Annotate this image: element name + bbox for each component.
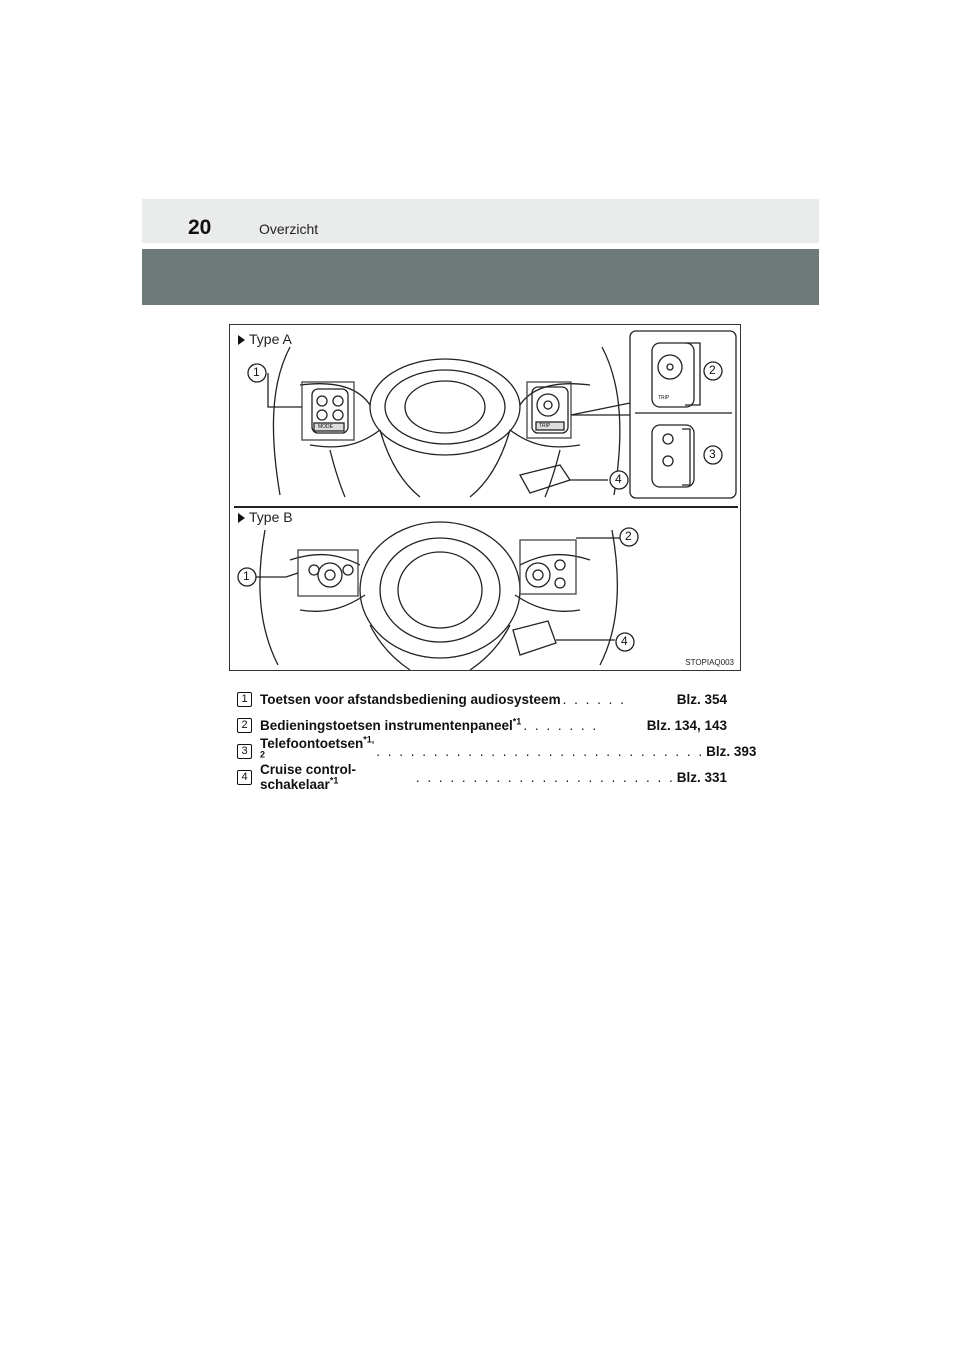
legend-number-badge: 4 xyxy=(237,770,252,785)
callout-4-type-a: 4 xyxy=(615,472,622,486)
steering-wheel-figure xyxy=(229,324,741,671)
type-b-arrow-icon xyxy=(238,513,245,523)
page-reference: Blz. 354 xyxy=(676,691,727,707)
legend-item xyxy=(237,734,757,764)
figure-code: STOPIAQ003 xyxy=(685,658,734,667)
legend-item xyxy=(237,712,727,738)
callout-3-type-a: 3 xyxy=(709,447,716,461)
legend-number-badge: 2 xyxy=(237,718,252,733)
leader-dots: . . . . . . . . . . . . . . . . . . . . . . . . . . . . . xyxy=(376,743,705,759)
type-a-wheel xyxy=(273,347,619,497)
page-reference: Blz. 134, 143 xyxy=(646,717,727,733)
legend-number-badge: 1 xyxy=(237,692,252,707)
leader-dots: . . . . . . . xyxy=(523,717,599,733)
legend-item xyxy=(237,764,727,790)
section-band xyxy=(142,249,819,305)
legend-text: Cruise control-schakelaar$^{*1}$ xyxy=(260,762,357,792)
steering-wheel-illustration xyxy=(230,325,742,672)
callout-1-type-a: 1 xyxy=(253,365,260,379)
type-b-label: Type B xyxy=(249,509,293,525)
page-reference: Blz. 393 xyxy=(706,743,757,759)
type-a-label: Type A xyxy=(249,331,292,347)
leader-dots: . . . . . . xyxy=(562,691,626,707)
callout-4-type-b: 4 xyxy=(621,634,628,648)
page-reference: Blz. 331 xyxy=(676,769,727,785)
legend-text: Bedieningstoetsen instrumentenpaneel$^{*1}$ xyxy=(260,716,522,733)
leader-dots: . . . . . . . . . . . . . . . . . . . . . . . xyxy=(415,769,675,785)
section-title: Overzicht xyxy=(259,221,319,237)
legend-list xyxy=(237,686,757,792)
callout-1-type-b: 1 xyxy=(243,569,250,583)
callout-2-type-b: 2 xyxy=(625,529,632,543)
trip-button-label: TRIP xyxy=(539,423,551,429)
mode-button-label: MODE xyxy=(318,424,333,430)
legend-number-badge: 3 xyxy=(237,744,252,759)
type-a-arrow-icon xyxy=(238,335,245,345)
page-number: 20 xyxy=(188,216,212,239)
callout-2-type-a: 2 xyxy=(709,363,716,377)
trip-button-label-inset: TRIP xyxy=(658,395,670,401)
legend-text: Telefoontoetsen$^{*1, 2}$ xyxy=(260,734,375,760)
legend-item xyxy=(237,686,727,712)
header-bar xyxy=(142,199,819,243)
type-b-wheel xyxy=(260,522,617,670)
legend-text: Toetsen voor afstandsbediening audiosysteem xyxy=(260,691,561,707)
